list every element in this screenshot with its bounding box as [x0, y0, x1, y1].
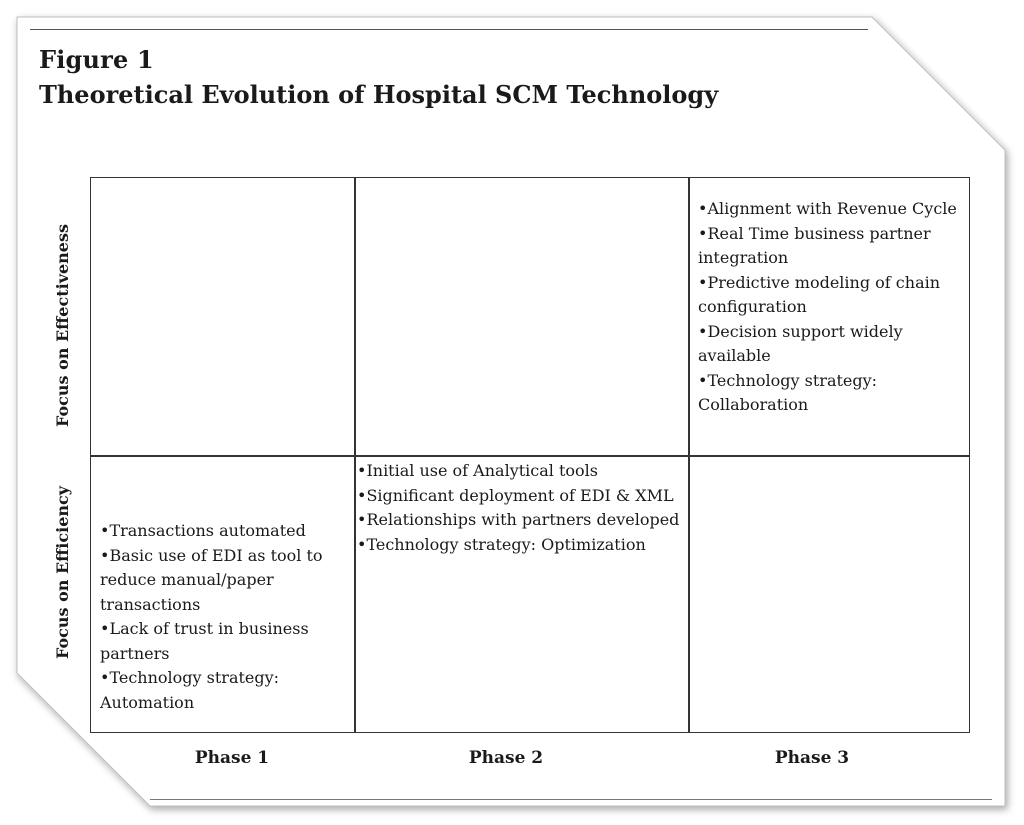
list-item: •Decision support widely available: [698, 321, 903, 365]
list-item: •Transactions automated: [100, 521, 306, 540]
efficiency-phase2-list: [357, 459, 687, 557]
phase-label-3: Phase 3: [774, 748, 850, 768]
list-item: •Alignment with Revenue Cycle: [698, 199, 957, 218]
list-item: •Relationships with partners developed: [357, 510, 680, 529]
figure-label: Figure 1: [39, 45, 154, 74]
cell-effectiveness-phase1: [91, 178, 354, 455]
cell-efficiency-phase1: [100, 519, 350, 715]
list-item: •Significant deployment of EDI & XML: [357, 485, 674, 505]
cell-efficiency-phase3: [690, 457, 968, 731]
cell-effectiveness-phase3: [698, 197, 964, 418]
list-item: •Technology strategy: Automation: [100, 668, 280, 712]
phase-label-2: Phase 2: [468, 748, 544, 768]
effectiveness-phase3-list: [698, 197, 964, 418]
list-item: •Technology strategy: Optimization: [357, 534, 646, 554]
figure-title: Theoretical Evolution of Hospital SCM Technology: [39, 80, 719, 109]
phase-label-1: Phase 1: [194, 748, 270, 768]
bottom-rule: [150, 799, 992, 800]
list-item: •Initial use of Analytical tools: [357, 461, 599, 480]
list-item: •Real Time business partner integration: [698, 223, 931, 267]
top-rule: [30, 29, 868, 30]
cell-effectiveness-phase2: [356, 178, 688, 455]
row-label-efficiency: Focus on Efficiency: [53, 485, 72, 659]
efficiency-phase1-list: [100, 519, 350, 715]
list-item: •Basic use of EDI as tool to reduce manual/paper transactions: [100, 545, 323, 614]
row-label-effectiveness: Focus on Effectiveness: [53, 223, 72, 427]
list-item: •Technology strategy: Collaboration: [698, 370, 878, 414]
list-item: •Lack of trust in business partners: [100, 619, 309, 663]
cell-efficiency-phase2: [357, 459, 687, 557]
list-item: •Predictive modeling of chain configuration: [698, 272, 941, 316]
matrix-grid: [90, 177, 970, 733]
